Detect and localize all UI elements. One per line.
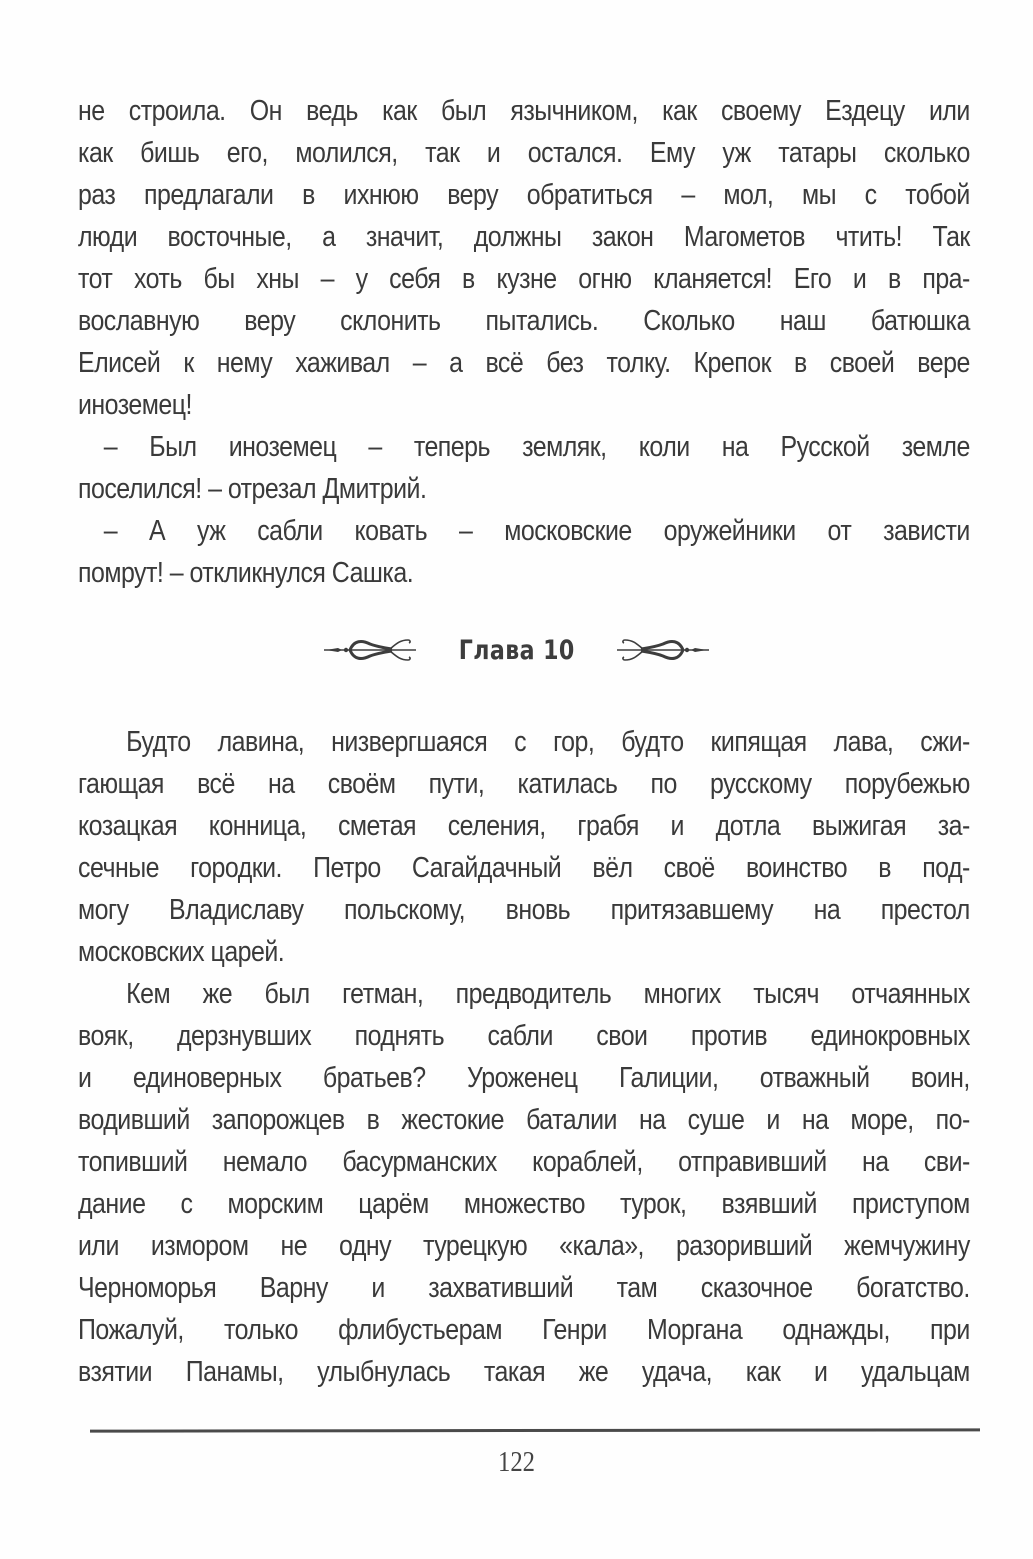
text-line: водивший запорожцев в жестокие баталии на суше и на море, по- (78, 1104, 970, 1136)
text-line: козацкая конница, сметая селения, грабя и дотла выжигая за- (78, 810, 970, 842)
text-line: Черноморья Варну и захвативший там сказочное богатство. (78, 1272, 970, 1304)
text-line: помрут! – откликнулся Сашка. (78, 557, 414, 589)
text-line: поселился! – отрезал Дмитрий. (78, 473, 427, 505)
text-line: или измором не одну турецкую «кала», разоривший жемчужину (78, 1230, 970, 1262)
chapter-title: Глава 10 (458, 634, 575, 666)
text-line: взятии Панамы, улыбнулась такая же удача, как и удальцам (78, 1356, 970, 1388)
text-line: иноземец! (78, 389, 192, 421)
text-line: дание с морским царём множество турок, взявший приступом (78, 1188, 970, 1220)
text-line: Елисей к нему хаживал – а всё без толку. Крепок в своей вере (78, 347, 970, 379)
text-line: сечные городки. Петро Сагайдачный вёл своё воинство в под- (78, 852, 970, 884)
text-line: могу Владиславу польскому, вновь притязавшему на престол (78, 894, 970, 926)
dialogue-line: – Был иноземец – теперь земляк, коли на Русской земле (103, 431, 970, 463)
text-line: Пожалуй, только флибустьерам Генри Моргана однажды, при (78, 1314, 970, 1346)
text-line: и единоверных братьев? Уроженец Галиции, отважный воин, (78, 1062, 970, 1094)
text-line: московских царей. (78, 936, 285, 968)
text-line: вояк, дерзнувших поднять сабли свои против единокровных (78, 1020, 970, 1052)
page-number: 122 (498, 1446, 535, 1478)
text-line: не строила. Он ведь как был язычником, как своему Ездецу или (78, 95, 970, 127)
flourish-left-icon (324, 636, 416, 664)
paragraph-first-line: Будто лавина, низвергшаяся с гор, будто кипящая лава, сжи- (126, 726, 970, 758)
dialogue-line: – А уж сабли ковать – московские оружейники от зависти (103, 515, 970, 547)
text-line: вославную веру склонить пытались. Сколько наш батюшка (78, 305, 970, 337)
text-line: топивший немало басурманских кораблей, отправивший на сви- (78, 1146, 970, 1178)
footer-rule (90, 1428, 980, 1432)
paragraph-first-line: Кем же был гетман, предводитель многих тысяч отчаянных (126, 978, 970, 1010)
text-block-bottom (78, 721, 970, 1393)
text-block-top (78, 90, 970, 594)
text-line: тот хоть бы хны – у себя в кузне огню кланяется! Его и в пра- (78, 263, 970, 295)
text-line: люди восточные, а значит, должны закон Магометов чтить! Так (78, 221, 970, 253)
text-line: раз предлагали в ихнюю веру обратиться – мол, мы с тобой (78, 179, 970, 211)
text-line: гающая всё на своём пути, катилась по русскому порубежью (78, 768, 970, 800)
flourish-right-icon (617, 636, 709, 664)
chapter-heading (0, 622, 1033, 678)
text-line: как бишь его, молился, так и остался. Ему уж татары сколько (78, 137, 970, 169)
